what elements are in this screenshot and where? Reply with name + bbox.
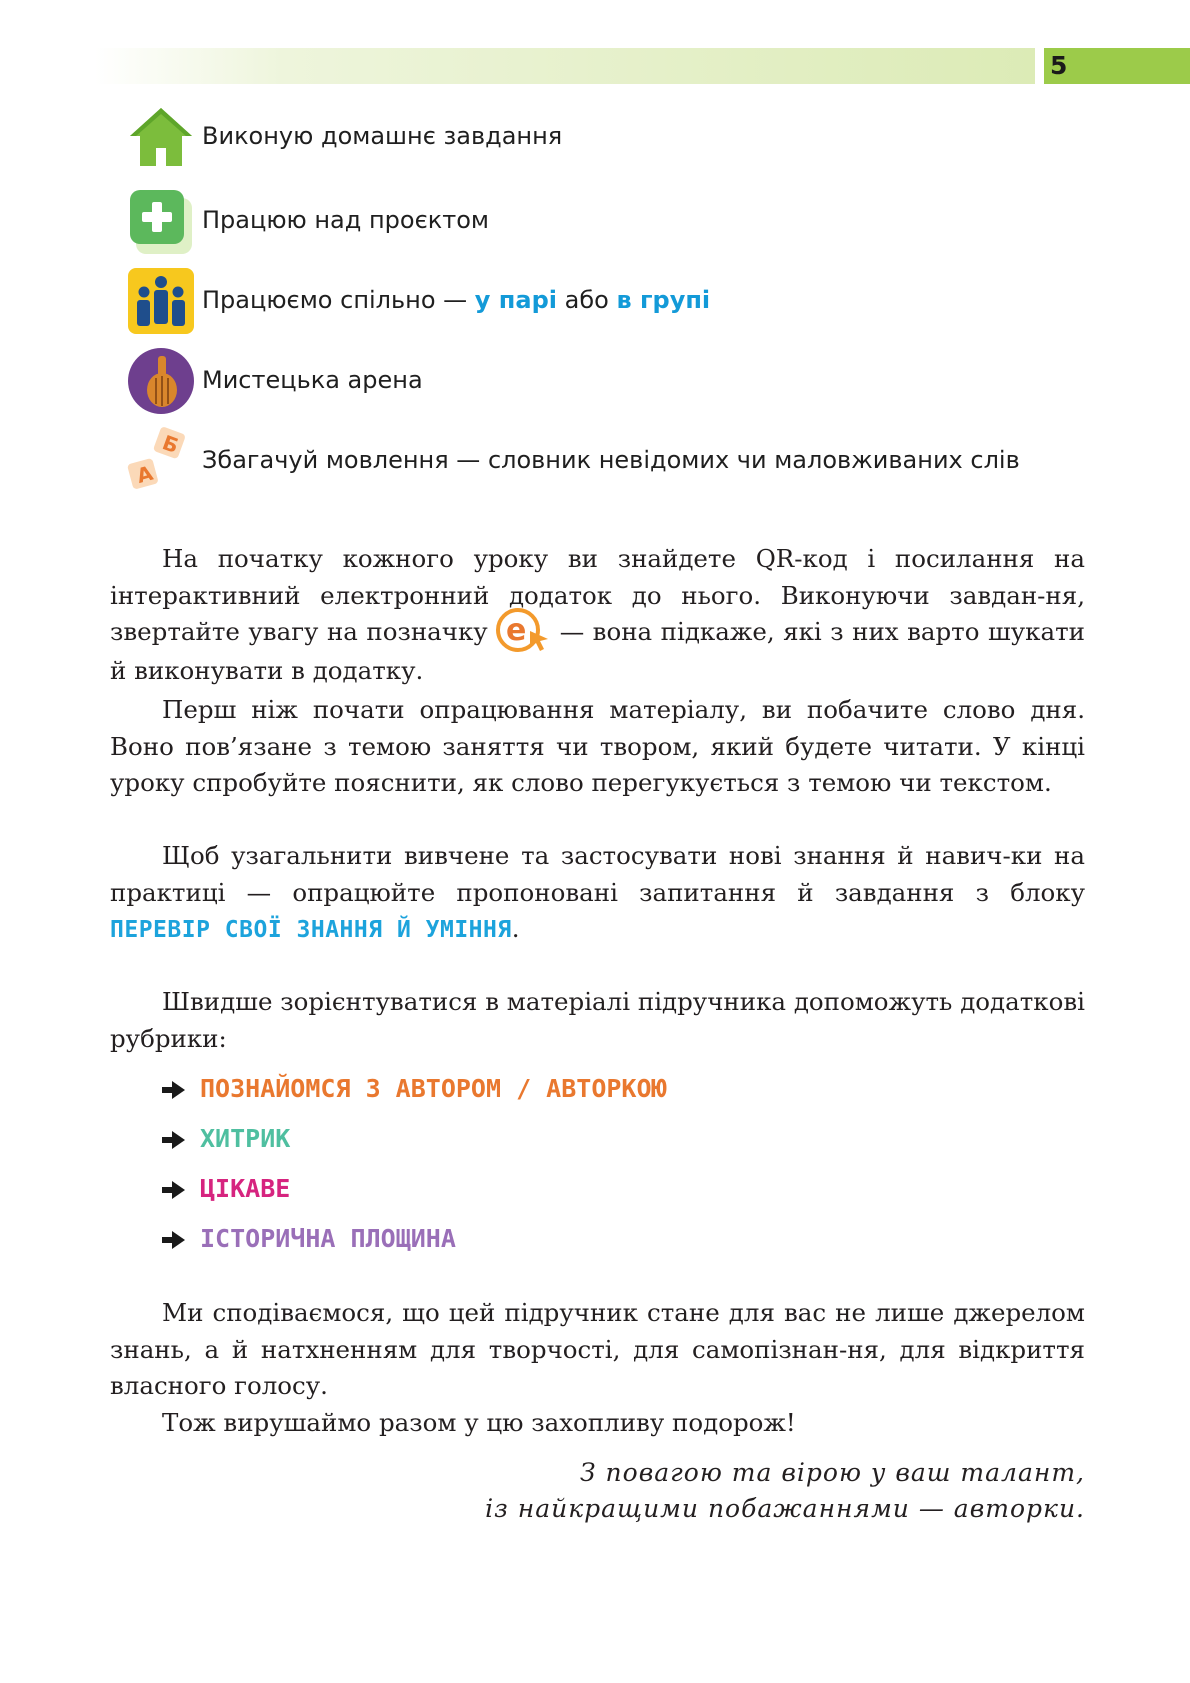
intro-paragraph-qr: На початку кожного уроку ви знайдете QR-код і посилання на інтерактивний електронний додаток до нього. Виконуючи завдан-ня, звертайте увагу на позначку e — вона підкаже, які з них варто шукати й виконувати в додатку.: [110, 544, 1085, 685]
closing-paragraph-hope: Ми сподіваємося, що цей підручник стане для вас не лише джерелом знань, а й натхненням для творчості, для самопізнан-ня, для відкриття власного голосу.: [110, 1298, 1085, 1400]
arrow-right-icon: [162, 1130, 186, 1154]
legend-homework: [126, 102, 1086, 172]
arrow-right-icon: [162, 1230, 186, 1254]
legend-vocabulary: [126, 426, 1086, 496]
legend-label: Мистецька арена: [202, 366, 423, 394]
rubric-label: ХИТРИК: [200, 1124, 291, 1153]
legend-project: [126, 186, 1086, 256]
rubric-label: ПОЗНАЙОМСЯ З АВТОРОМ / АВТОРКОЮ: [200, 1074, 667, 1103]
legend-art-arena: [126, 346, 1086, 416]
legend-teamwork: [126, 266, 1086, 336]
intro-paragraph-rubrics: Швидше зорієнтуватися в матеріалі підручника допоможуть додаткові рубрики:: [110, 987, 1085, 1053]
intro-paragraph-word-of-day: Перш ніж почати опрацювання матеріалу, ви побачите слово дня. Воно пов’язане з темою заняття чи твором, який будете читати. У кінці уроку спробуйте пояснити, як слово перегукується з темою чи текстом.: [110, 695, 1085, 797]
rubric-label: ЦІКАВЕ: [200, 1174, 291, 1203]
e-app-icon: [496, 607, 552, 653]
legend-label: Працюю над проєктом: [202, 206, 490, 234]
letter-blocks-icon: [126, 426, 196, 496]
svg-text:Б: Б: [159, 430, 182, 459]
legend-label: Виконую домашнє завдання: [202, 122, 563, 150]
group-people-icon: [126, 266, 196, 336]
page-number: 5: [1044, 48, 1190, 84]
project-plus-icon: [126, 186, 196, 256]
rubric-label: ІСТОРИЧНА ПЛОЩИНА: [200, 1224, 456, 1253]
signature-line-2: із найкращими побажаннями — авторки.: [485, 1494, 1085, 1523]
svg-text:А: А: [134, 460, 156, 488]
arrow-right-icon: [162, 1180, 186, 1204]
svg-text:e: e: [505, 612, 527, 648]
legend-label: Працюємо спільно — у парі або в групі: [202, 286, 711, 314]
header-bar: [95, 48, 1035, 84]
intro-paragraph-check-knowledge: Щоб узагальнити вивчене та застосувати нові знання й навич-ки на практиці — опрацюйте пропоновані запитання й завдання з блоку ПЕРЕВІР СВОЇ ЗНАННЯ Й УМІННЯ.: [110, 841, 1085, 943]
signature-line-1: З повагою та вірою у ваш талант,: [580, 1458, 1085, 1487]
home-icon: [126, 102, 196, 172]
closing-paragraph-journey: Тож вирушаймо разом у цю захопливу подорож!: [162, 1408, 796, 1437]
arrow-right-icon: [162, 1080, 186, 1104]
legend-label: Збагачуй мовлення — словник невідомих чи маловживаних слів: [202, 446, 1020, 474]
bandura-icon: [126, 346, 196, 416]
rubric-check-knowledge: ПЕРЕВІР СВОЇ ЗНАННЯ Й УМІННЯ: [110, 917, 512, 943]
